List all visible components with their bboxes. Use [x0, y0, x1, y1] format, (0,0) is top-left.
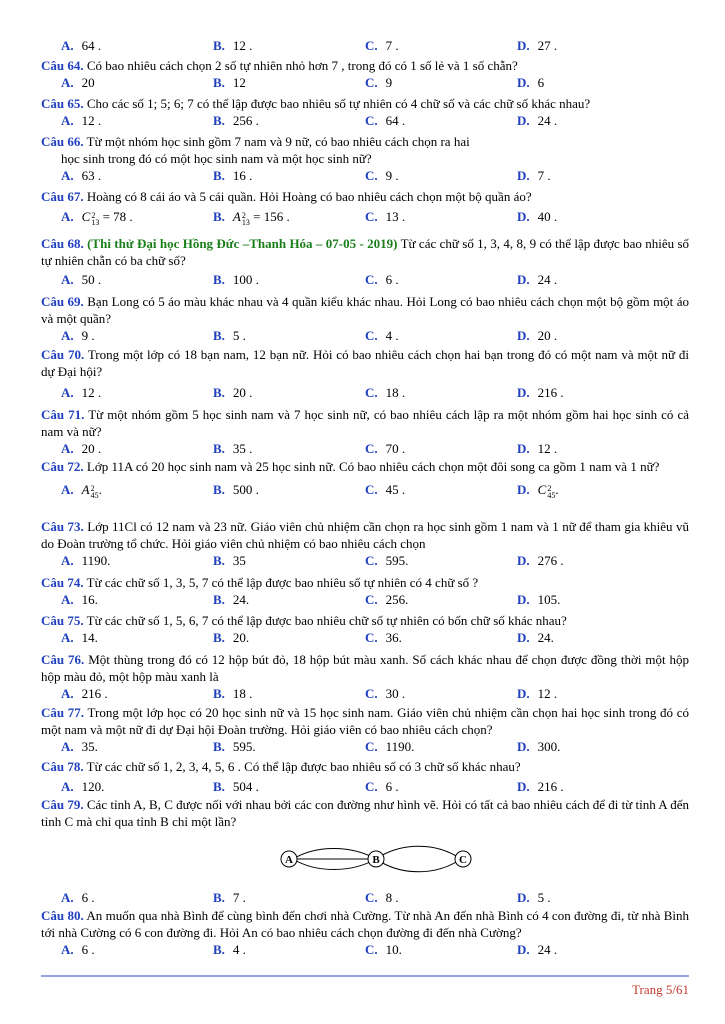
- question-text: Câu 70. Trong một lớp có 18 bạn nam, 12 bạn nữ. Hỏi có bao nhiêu cách chọn hai bạn trong đó có một nam và một nữ đi dự Đại hội?: [41, 347, 690, 379]
- question-text: Câu 64. Có bao nhiêu cách chọn 2 số tự nhiên nhỏ hơn 7 , trong đó có 1 số lẻ và 1 số chẵn?: [41, 58, 518, 73]
- options-row: [41, 591, 689, 608]
- options-row: [41, 440, 689, 457]
- option-b: B. 256 .: [213, 113, 259, 128]
- options-row: [41, 889, 689, 906]
- question-79-options: [41, 889, 689, 906]
- option-a: A. 63 .: [61, 168, 102, 183]
- question-text: Câu 76. Một thùng trong đó có 12 hộp bút đỏ, 18 hộp bút màu xanh. Số cách khác nhau để chọn được đồng thời một hộp hộp màu đỏ, một hộp màu xanh là: [41, 652, 689, 684]
- option-a: A. 120.: [61, 779, 105, 794]
- option-b: B. 16 .: [213, 168, 253, 183]
- question-text: Câu 67. Hoàng có 8 cái áo và 5 cái quần. Hỏi Hoàng có bao nhiêu cách chọn một bộ quần áo?: [41, 189, 532, 204]
- option-c: C. 64 .: [365, 113, 406, 128]
- question-text: Câu 75. Từ các chữ số 1, 5, 6, 7 có thể lập được bao nhiêu chữ số tự nhiên có bốn chữ số khác nhau?: [41, 613, 567, 628]
- option-a: A. C2 13 = 78 .: [61, 209, 133, 227]
- option-c: C. 36.: [365, 630, 402, 645]
- options-row: [41, 74, 689, 91]
- option-c: C. 13 .: [365, 209, 406, 224]
- option-c: C. 4 .: [365, 328, 399, 343]
- question-75: [41, 612, 689, 646]
- option-d: D. 7 .: [517, 168, 551, 183]
- options-row: [41, 481, 689, 498]
- option-a: A. 6 .: [61, 890, 95, 905]
- option-c: C. 10.: [365, 942, 402, 957]
- road-b-c-upper: [376, 846, 461, 859]
- option-d: D. 12 .: [517, 441, 558, 456]
- question-70: [41, 346, 689, 401]
- question-78: [41, 758, 689, 795]
- option-c: C. 6 .: [365, 272, 399, 287]
- option-b: B. 5 .: [213, 328, 246, 343]
- question-64: [41, 57, 689, 91]
- option-c: C. 8 .: [365, 890, 399, 905]
- option-c: C. 9 .: [365, 168, 399, 183]
- question-text: Câu 71. Từ một nhóm gồm 5 học sinh nam và 7 học sinh nữ, có bao nhiêu cách lập ra một nhóm gồm hai học sinh có cả nam và nữ?: [41, 407, 689, 439]
- question-72: [41, 458, 689, 498]
- question-69: [41, 293, 689, 344]
- options-row: [41, 941, 689, 958]
- question-65: [41, 95, 689, 129]
- question-77: [41, 704, 689, 755]
- option-a: A. 12 .: [61, 113, 102, 128]
- option-a: A. 35.: [61, 739, 98, 754]
- options-row: [41, 685, 689, 702]
- question-text: Câu 65. Cho các số 1; 5; 6; 7 có thể lập được bao nhiêu số tự nhiên có 4 chữ số và các chữ số khác nhau?: [41, 96, 591, 111]
- option-d: D. C2 45.: [517, 482, 559, 500]
- option-b: B. 24.: [213, 592, 250, 607]
- option-d: D. 24 .: [517, 942, 558, 957]
- question-text: Câu 78. Từ các chữ số 1, 2, 3, 4, 5, 6 . Có thể lập được bao nhiêu số có 3 chữ số khác nhau?: [41, 759, 521, 774]
- option-c: C. 30 .: [365, 686, 406, 701]
- math-arrangement: A2 13: [232, 209, 250, 227]
- options-row: [41, 37, 689, 54]
- option-d: D. 216 .: [517, 385, 564, 400]
- option-a: A. 1190.: [61, 553, 111, 568]
- option-c: C. 7 .: [365, 38, 399, 53]
- road-b-c-lower: [376, 859, 461, 872]
- option-d: D. 20 .: [517, 328, 558, 343]
- question-76: [41, 651, 689, 702]
- question-71: [41, 406, 689, 457]
- option-a: A. 64 .: [61, 38, 102, 53]
- option-d: D. 12 .: [517, 686, 558, 701]
- question-73: [41, 518, 689, 569]
- option-b: B. 12 .: [213, 38, 253, 53]
- math-combination: C2 13: [81, 209, 100, 227]
- option-b: B. 35 .: [213, 441, 253, 456]
- option-b: B. A2 13 = 156 .: [213, 209, 290, 227]
- options-row: [41, 327, 689, 344]
- option-d: D. 40 .: [517, 209, 558, 224]
- road-a-b-lower: [293, 859, 376, 870]
- option-c: C. 6 .: [365, 779, 399, 794]
- option-d: D. 24.: [517, 630, 554, 645]
- question-63: [41, 37, 689, 54]
- option-c: C. 595.: [365, 553, 409, 568]
- option-a: A. 216 .: [61, 686, 108, 701]
- option-d: D. 276 .: [517, 553, 564, 568]
- option-b: B. 595.: [213, 739, 256, 754]
- option-d: D. 216 .: [517, 779, 564, 794]
- options-row: [41, 271, 689, 288]
- option-d: D. 300.: [517, 739, 561, 754]
- question-text: Câu 68. (Thi thử Đại học Hồng Đức –Thanh Hóa – 07-05 - 2019) Từ các chữ số 1, 3, 4, 8, 9 có thể lập được bao nhiêu số tự nhiên chẵn có ba chữ số?: [41, 236, 690, 268]
- question-74: [41, 574, 689, 608]
- question-66: [41, 133, 689, 184]
- page-number: Trang 5/61: [632, 982, 689, 997]
- option-a: A. 9 .: [61, 328, 95, 343]
- question-text: Câu 66. Từ một nhóm học sinh gồm 7 nam và 9 nữ, có bao nhiêu cách chọn ra hai học sinh trong đó có một học sinh nam và một học sinh nữ?: [41, 134, 470, 166]
- option-d: D. 105.: [517, 592, 561, 607]
- question-68: [41, 235, 689, 288]
- options-row: [41, 552, 689, 569]
- option-d: D. 5 .: [517, 890, 551, 905]
- options-row: [41, 738, 689, 755]
- options-row: [41, 208, 689, 225]
- question-80: [41, 907, 689, 958]
- option-b: B. 20.: [213, 630, 250, 645]
- math-combination: C2 45: [537, 482, 556, 500]
- option-d: D. 6: [517, 75, 545, 90]
- footer-rule: [41, 975, 689, 977]
- options-row: [41, 112, 689, 129]
- option-d: D. 24 .: [517, 272, 558, 287]
- option-b: B. 7 .: [213, 890, 246, 905]
- option-a: A. 50 .: [61, 272, 102, 287]
- option-a: A. 16.: [61, 592, 98, 607]
- option-c: C. 9: [365, 75, 393, 90]
- math-arrangement: A2 45: [81, 482, 99, 500]
- question-text: Câu 74. Từ các chữ số 1, 3, 5, 7 có thể lập được bao nhiêu số tự nhiên có 4 chữ số ?: [41, 575, 479, 590]
- option-a: A. 12 .: [61, 385, 102, 400]
- option-c: C. 70 .: [365, 441, 406, 456]
- options-row: [41, 778, 689, 795]
- option-b: B. 12: [213, 75, 246, 90]
- option-a: A. A2 45.: [61, 482, 102, 500]
- option-b: B. 504 .: [213, 779, 259, 794]
- node-a-label: A: [285, 854, 293, 866]
- option-b: B. 20 .: [213, 385, 253, 400]
- question-67: [41, 188, 689, 225]
- question-text: Câu 73. Lớp 11Cl có 12 nam và 23 nữ. Giáo viên chủ nhiệm cần chọn ra học sinh gồm 1 nam và 1 nữ để tham gia khiêu vũ do Đoàn trường tổ chức. Hỏi giáo viên chủ nhiệm có bao nhiêu cách chọn: [41, 519, 689, 551]
- road-a-b-upper: [293, 849, 376, 860]
- options-row: [41, 384, 689, 401]
- option-a: A. 20 .: [61, 441, 102, 456]
- question-text: Câu 77. Trong một lớp học có 20 học sinh nữ và 15 học sinh nam. Giáo viên chủ nhiệm cần chọn hai học sinh trong đó có một nam và một nữ đi dự Đại hội Đoàn trường. Hỏi giáo viên có bao nhiêu cách chọn?: [41, 705, 690, 737]
- option-a: A. 14.: [61, 630, 98, 645]
- option-c: C. 1190.: [365, 739, 415, 754]
- option-b: B. 18 .: [213, 686, 253, 701]
- question-source: (Thi thử Đại học Hồng Đức –Thanh Hóa – 07-05 - 2019): [87, 236, 398, 251]
- question-79: [41, 796, 689, 830]
- road-diagram: [276, 838, 476, 878]
- option-a: A. 20: [61, 75, 95, 90]
- options-row: [41, 167, 689, 184]
- option-b: B. 100 .: [213, 272, 259, 287]
- option-b: B. 4 .: [213, 942, 246, 957]
- question-text: Câu 79. Các tỉnh A, B, C được nối với nhau bởi các con đường như hình vẽ. Hỏi có tất cả bao nhiêu cách để đi từ tỉnh A đến tỉnh C mà chỉ qua tỉnh B chỉ một lần?: [41, 797, 689, 829]
- option-b: B. 500 .: [213, 482, 259, 497]
- node-b-label: B: [372, 854, 380, 866]
- option-d: D. 27 .: [517, 38, 558, 53]
- option-c: C. 18 .: [365, 385, 406, 400]
- question-text: Câu 80. An muốn qua nhà Bình để cùng bình đến chơi nhà Cường. Từ nhà An đến nhà Bình có 4 con đường đi, từ nhà Bình tới nhà Cường có 6 con đường đi. Hỏi An có bao nhiêu cách chọn đường đi đến nhà Cường?: [41, 908, 689, 940]
- question-text: Câu 69. Bạn Long có 5 áo màu khác nhau và 4 quần kiểu khác nhau. Hỏi Long có bao nhiêu cách chọn một bộ gồm một áo và một quần?: [41, 294, 689, 326]
- options-row: [41, 629, 689, 646]
- question-text: Câu 72. Lớp 11A có 20 học sinh nam và 25 học sinh nữ. Có bao nhiêu cách chọn một đôi song ca gồm 1 nam và 1 nữ?: [41, 459, 660, 474]
- option-b: B. 35: [213, 553, 246, 568]
- node-c-label: C: [459, 854, 467, 866]
- option-a: A. 6 .: [61, 942, 95, 957]
- option-c: C. 256.: [365, 592, 409, 607]
- option-d: D. 24 .: [517, 113, 558, 128]
- option-c: C. 45 .: [365, 482, 406, 497]
